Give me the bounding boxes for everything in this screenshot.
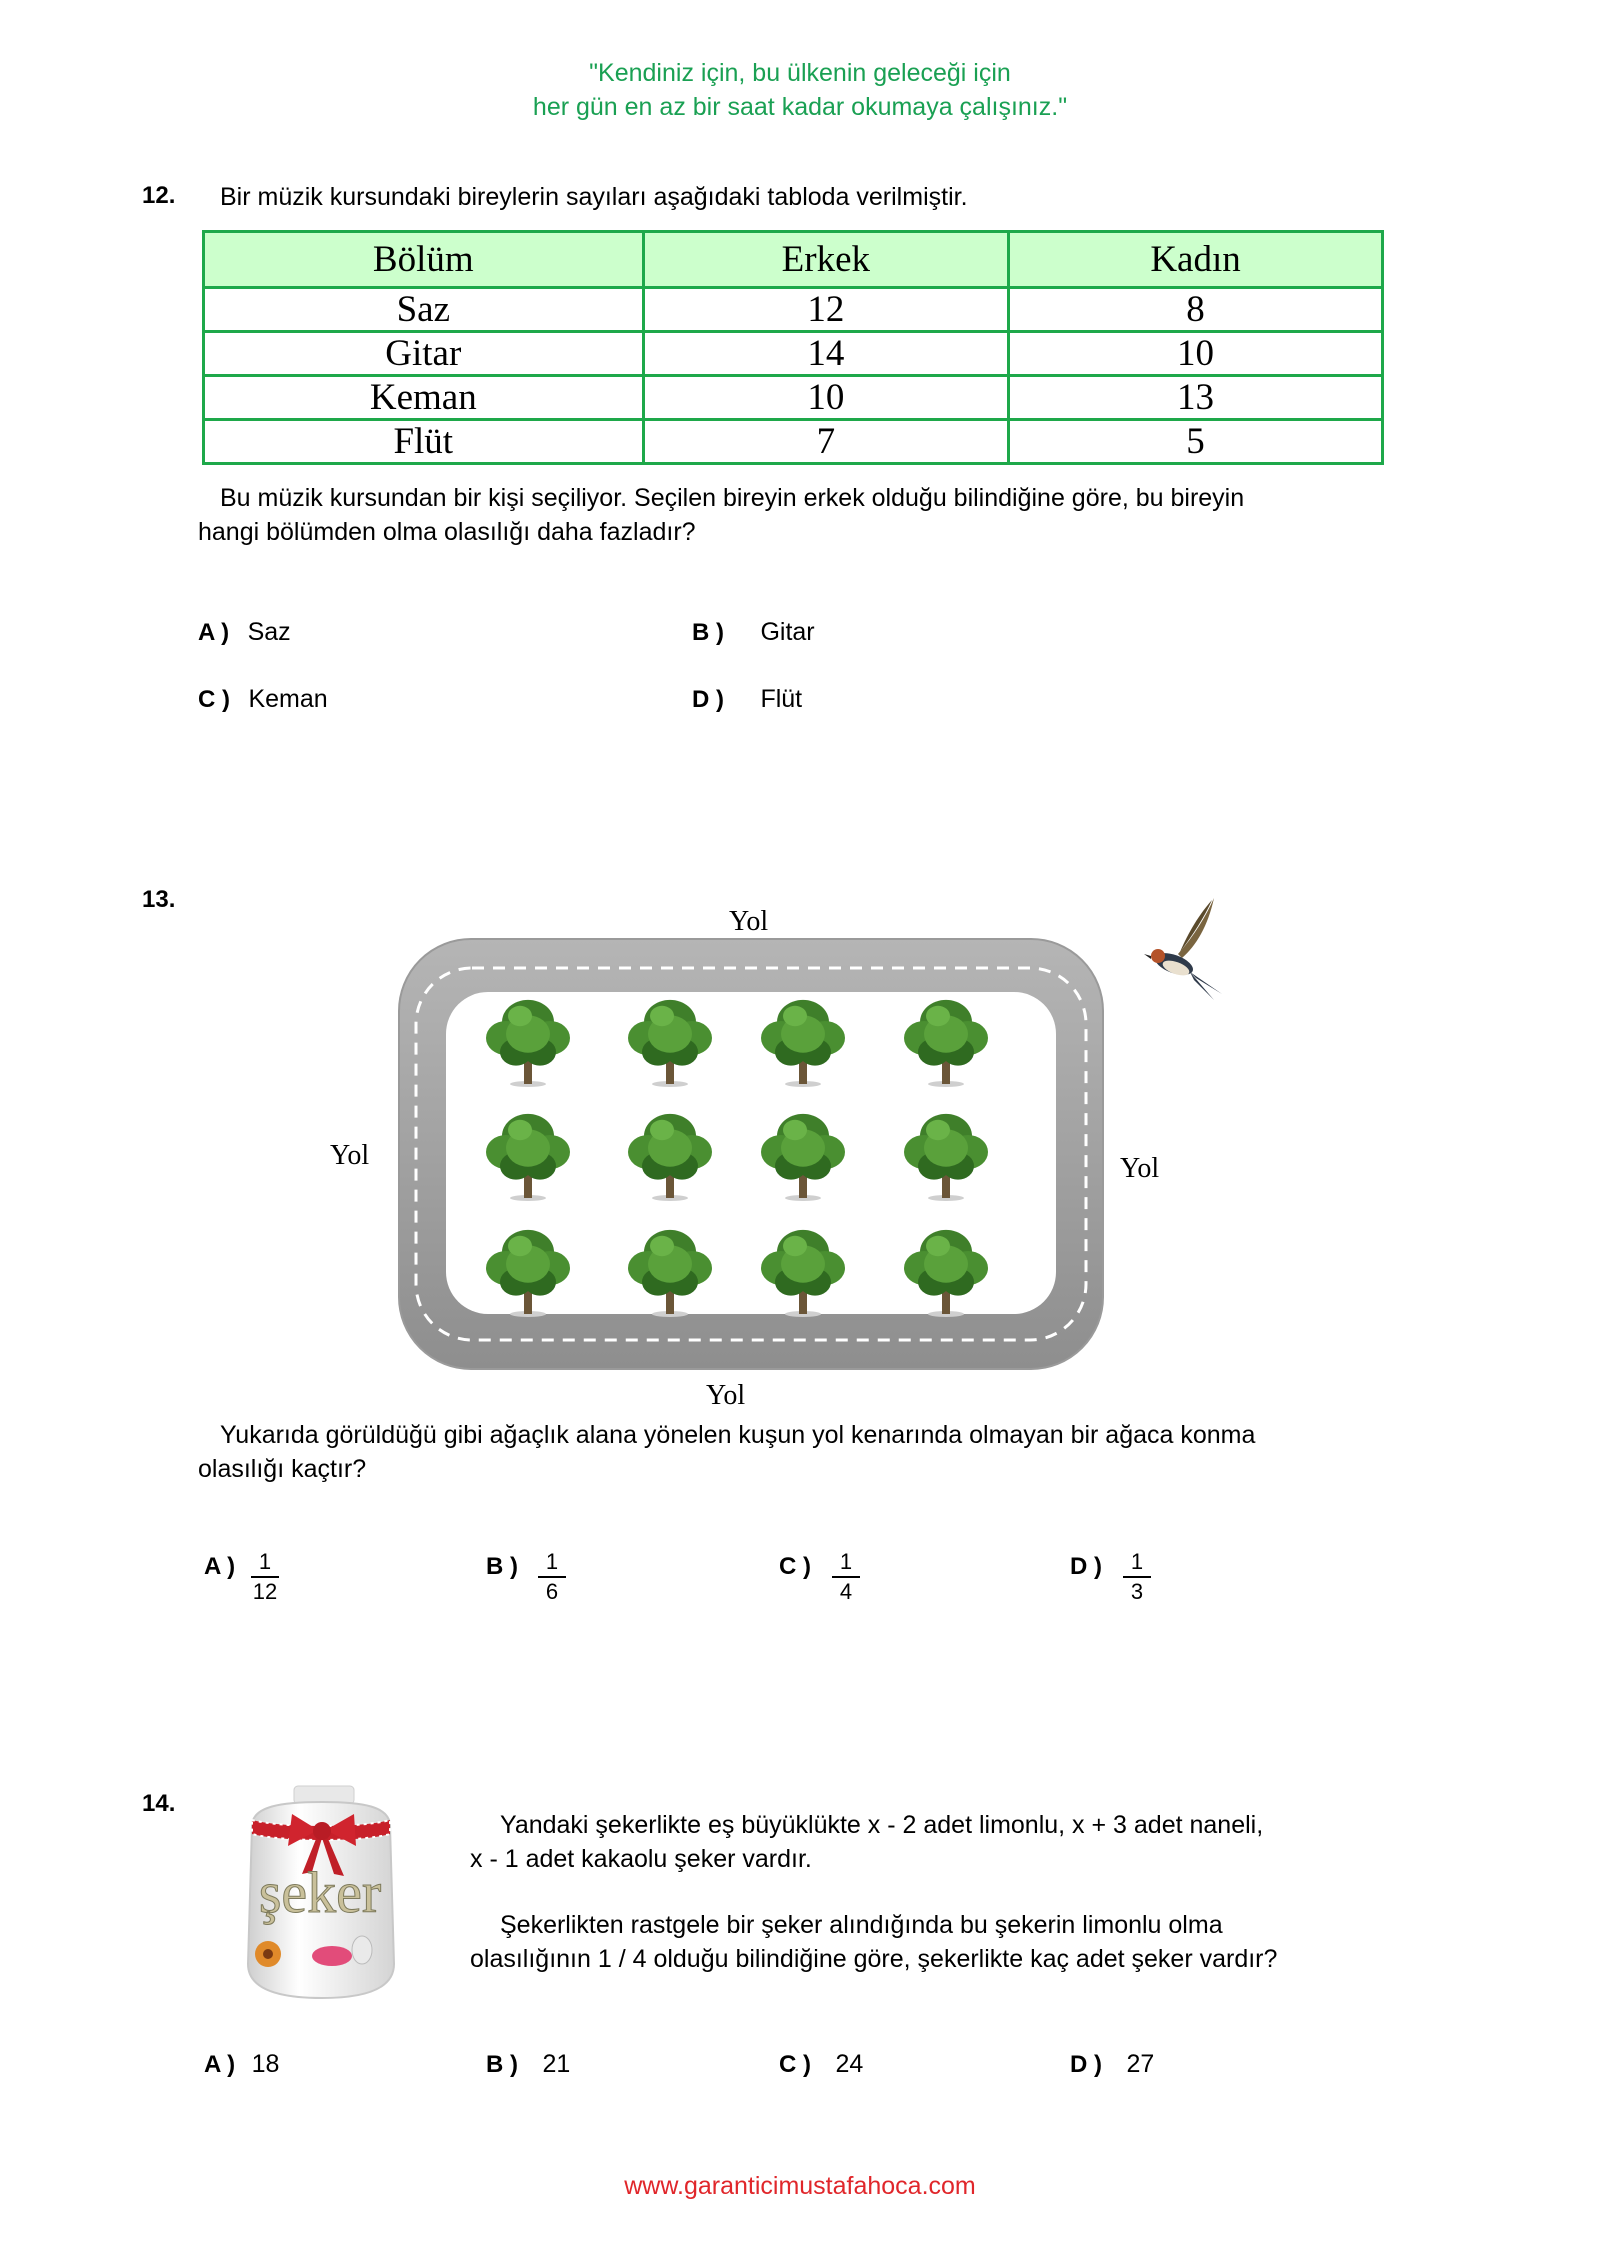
option-letter: B ) xyxy=(692,619,724,646)
q12-option-b[interactable] xyxy=(692,618,815,647)
fraction-denominator: 6 xyxy=(545,1579,559,1604)
option-value: 18 xyxy=(251,2050,280,2078)
question-14-number: 14. xyxy=(142,1790,176,1817)
q13-option-d[interactable] xyxy=(1070,1553,1102,1581)
q13-option-a-fraction xyxy=(245,1549,285,1605)
q14-option-c[interactable] xyxy=(779,2050,863,2079)
table-header-row xyxy=(204,232,1383,288)
fraction-denominator: 3 xyxy=(1130,1579,1144,1604)
bird-icon xyxy=(1134,896,1226,1006)
option-letter: C ) xyxy=(779,2051,811,2078)
question-12-line-1: Bu müzik kursundan bir kişi seçiliyor. Seçilen bireyin erkek olduğu bilindiğine göre, bu bireyin xyxy=(220,484,1245,512)
table-cell: Gitar xyxy=(204,332,644,376)
q13-option-a[interactable] xyxy=(204,1553,235,1581)
table-cell: 8 xyxy=(1009,288,1383,332)
fraction-bar xyxy=(251,1576,279,1578)
question-13-line-2: olasılığı kaçtır? xyxy=(198,1455,367,1483)
option-value: 24 xyxy=(835,2050,864,2078)
option-letter: C ) xyxy=(779,1553,811,1580)
table-header-cell: Kadın xyxy=(1009,232,1383,288)
table-row xyxy=(204,332,1383,376)
option-letter: A ) xyxy=(198,619,230,646)
road-label-left: Yol xyxy=(330,1140,370,1171)
q13-option-b[interactable] xyxy=(486,1553,518,1581)
q12-option-d[interactable] xyxy=(692,685,802,714)
fraction-numerator: 1 xyxy=(1130,1549,1144,1574)
question-14-line-3: Şekerlikten rastgele bir şeker alındığında bu şekerin limonlu olma xyxy=(500,1911,1223,1939)
q13-option-d-fraction xyxy=(1117,1549,1157,1605)
quote-line-1: "Kendiniz için, bu ülkenin geleceği için xyxy=(589,59,1011,87)
option-letter: B ) xyxy=(486,2051,518,2078)
option-value: 21 xyxy=(542,2050,571,2078)
table-cell: 5 xyxy=(1009,420,1383,464)
fraction-denominator: 4 xyxy=(839,1579,853,1604)
table-cell: 10 xyxy=(1009,332,1383,376)
question-13-number: 13. xyxy=(142,886,176,913)
q12-option-a[interactable] xyxy=(198,618,291,647)
table-row xyxy=(204,288,1383,332)
q12-option-c[interactable] xyxy=(198,685,328,714)
q13-option-b-fraction xyxy=(532,1549,572,1605)
road-label-bottom: Yol xyxy=(706,1380,746,1411)
q13-option-c-fraction xyxy=(826,1549,866,1605)
table-cell: 7 xyxy=(643,420,1009,464)
option-letter: B ) xyxy=(486,1553,518,1580)
table-cell: Keman xyxy=(204,376,644,420)
table-cell: 10 xyxy=(643,376,1009,420)
quote-line-2: her gün en az bir saat kadar okumaya çalışınız." xyxy=(532,93,1068,121)
q14-option-b[interactable] xyxy=(486,2050,570,2079)
question-14-line-4: olasılığının 1 / 4 olduğu bilindiğine göre, şekerlikte kaç adet şeker vardır? xyxy=(470,1945,1278,1973)
option-value: Gitar xyxy=(760,618,815,646)
road-label-top: Yol xyxy=(729,906,769,937)
fraction-bar xyxy=(538,1576,566,1578)
music-course-table xyxy=(202,230,1384,465)
question-13-line-1: Yukarıda görüldüğü gibi ağaçlık alana yönelen kuşun yol kenarında olmayan bir ağaca konma xyxy=(220,1421,1256,1449)
table-cell: Flüt xyxy=(204,420,644,464)
jar-label-text: şeker xyxy=(258,1860,382,1925)
q14-option-a[interactable] xyxy=(204,2050,279,2079)
table-cell: 14 xyxy=(643,332,1009,376)
table-header-cell: Erkek xyxy=(643,232,1009,288)
question-12-number: 12. xyxy=(142,182,176,209)
footer-url[interactable]: www.garanticimustafahoca.com xyxy=(624,2172,976,2200)
fraction-bar xyxy=(1123,1576,1151,1578)
table-row xyxy=(204,376,1383,420)
question-12-intro: Bir müzik kursundaki bireylerin sayıları aşağıdaki tabloda verilmiştir. xyxy=(220,183,968,211)
option-letter: D ) xyxy=(1070,1553,1102,1580)
road-park-diagram xyxy=(398,938,1104,1370)
fraction-numerator: 1 xyxy=(258,1549,272,1574)
option-letter: D ) xyxy=(1070,2051,1102,2078)
table-row xyxy=(204,420,1383,464)
header-quote xyxy=(0,56,1600,124)
table-header-cell: Bölüm xyxy=(204,232,644,288)
table-cell: Saz xyxy=(204,288,644,332)
option-letter: A ) xyxy=(204,1553,236,1580)
option-letter: A ) xyxy=(204,2051,236,2078)
table-cell: 12 xyxy=(643,288,1009,332)
fraction-numerator: 1 xyxy=(545,1549,559,1574)
option-value: Flüt xyxy=(760,685,803,713)
fraction-numerator: 1 xyxy=(839,1549,853,1574)
option-value: Keman xyxy=(248,685,328,713)
q13-option-c[interactable] xyxy=(779,1553,811,1581)
candy-jar-image xyxy=(222,1784,418,2002)
option-value: Saz xyxy=(247,618,291,646)
fraction-denominator: 12 xyxy=(252,1579,278,1604)
road-label-right: Yol xyxy=(1120,1153,1160,1184)
question-14-line-1: Yandaki şekerlikte eş büyüklükte x - 2 adet limonlu, x + 3 adet naneli, xyxy=(500,1811,1264,1839)
option-value: 27 xyxy=(1126,2050,1155,2078)
q14-option-d[interactable] xyxy=(1070,2050,1154,2079)
option-letter: D ) xyxy=(692,686,724,713)
option-letter: C ) xyxy=(198,686,230,713)
question-14-line-2: x - 1 adet kakaolu şeker vardır. xyxy=(470,1845,812,1873)
table-cell: 13 xyxy=(1009,376,1383,420)
fraction-bar xyxy=(832,1576,860,1578)
question-12-line-2: hangi bölümden olma olasılığı daha fazladır? xyxy=(198,518,696,546)
